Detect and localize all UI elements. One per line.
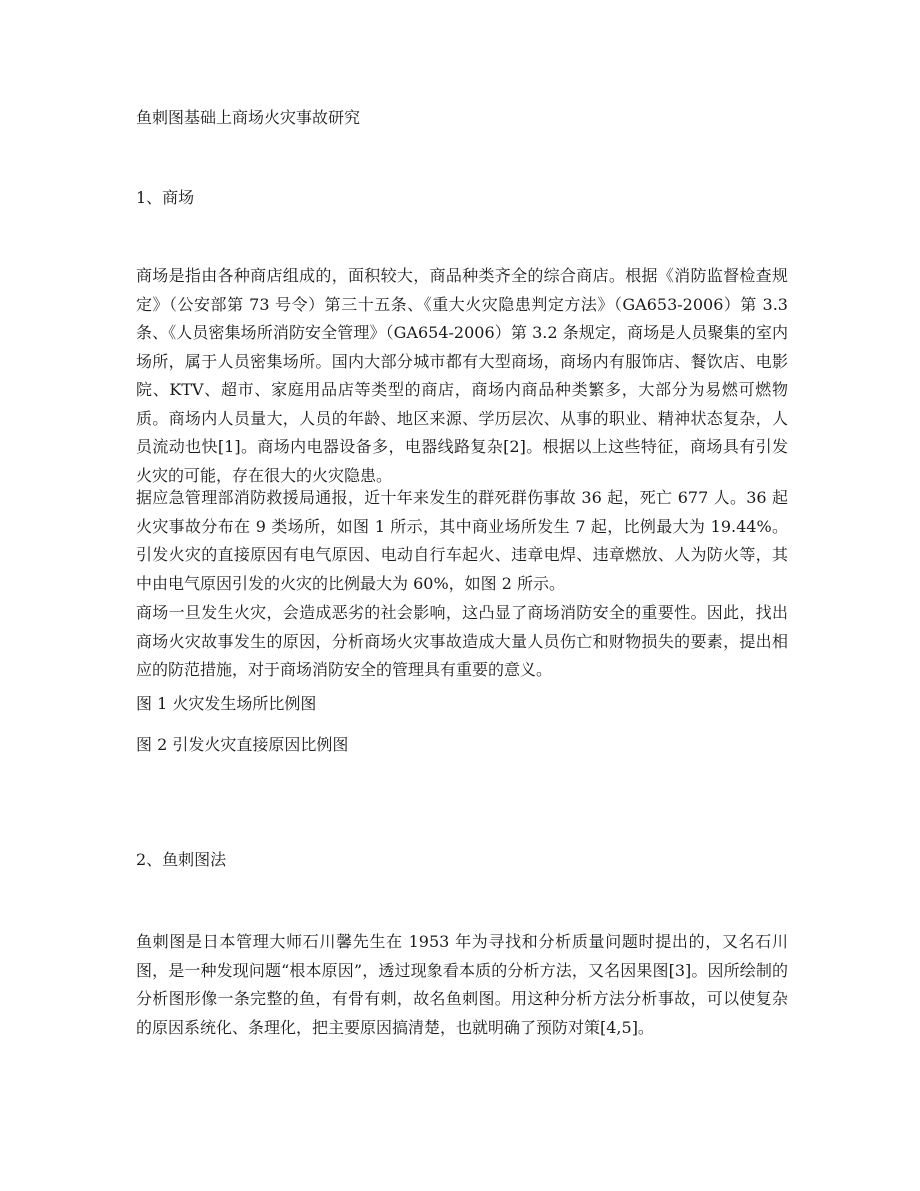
section-heading-2: 2、鱼刺图法 [136, 850, 227, 869]
paragraph-mall-definition: 商场是指由各种商店组成的，面积较大，商品种类齐全的综合商店。根据《消防监督检查规定》（公安部第 73 号令）第三十五条、《重大火灾隐患判定方法》（GA653-2006）第 3.3 条、《人员密集场所消防安全管理》（GA654-2006）第 3.2 条规定，商场是人员聚集的室内场所，属于人员密集场所。国内大部分城市都有大型商场，商场内有服饰店、餐饮店、电影院、KTV、超市、家庭用品店等类型的商店，商场内商品种类繁多，大部分为易燃可燃物质。商场内人员量大，人员的年龄、地区来源、学历层次、从事的职业、精神状态复杂，人员流动也快[1]。商场内电器设备多，电器线路复杂[2]。根据以上这些特征，商场具有引发火灾的可能，存在很大的火灾隐患。 [136, 266, 788, 485]
paragraph-fire-statistics: 据应急管理部消防救援局通报，近十年来发生的群死群伤事故 36 起，死亡 677 人。36 起火灾事故分布在 9 类场所，如图 1 所示，其中商业场所发生 7 起，比例最大为 19.44%。引发火灾的直接原因有电气原因、电动自行车起火、违章电焊、违章燃放、人为防火等，其中由电气原因引发的火灾的比例最大为 60%，如图 2 所示。 [136, 488, 788, 593]
figure-caption-2: 图 2 引发火灾直接原因比例图 [136, 735, 349, 754]
figure-caption-1: 图 1 火灾发生场所比例图 [136, 694, 317, 713]
section-heading-1: 1、商场 [136, 188, 195, 207]
paragraph-fishbone-method: 鱼刺图是日本管理大师石川馨先生在 1953 年为寻找和分析质量问题时提出的，又名石川图，是一种发现问题“根本原因”，透过现象看本质的分析方法，又名因果图[3]。因所绘制的分析图形像一条完整的鱼，有骨有刺，故名鱼刺图。用这种分析方法分析事故，可以使复杂的原因系统化、条理化，把主要原因搞清楚，也就明确了预防对策[4,5]。 [136, 932, 788, 1037]
paragraph-safety-importance: 商场一旦发生火灾，会造成恶劣的社会影响，这凸显了商场消防安全的重要性。因此，找出商场火灾故事发生的原因，分析商场火灾事故造成大量人员伤亡和财物损失的要素，提出相应的防范措施，对于商场消防安全的管理具有重要的意义。 [136, 603, 788, 679]
document-title: 鱼刺图基础上商场火灾事故研究 [136, 108, 361, 127]
